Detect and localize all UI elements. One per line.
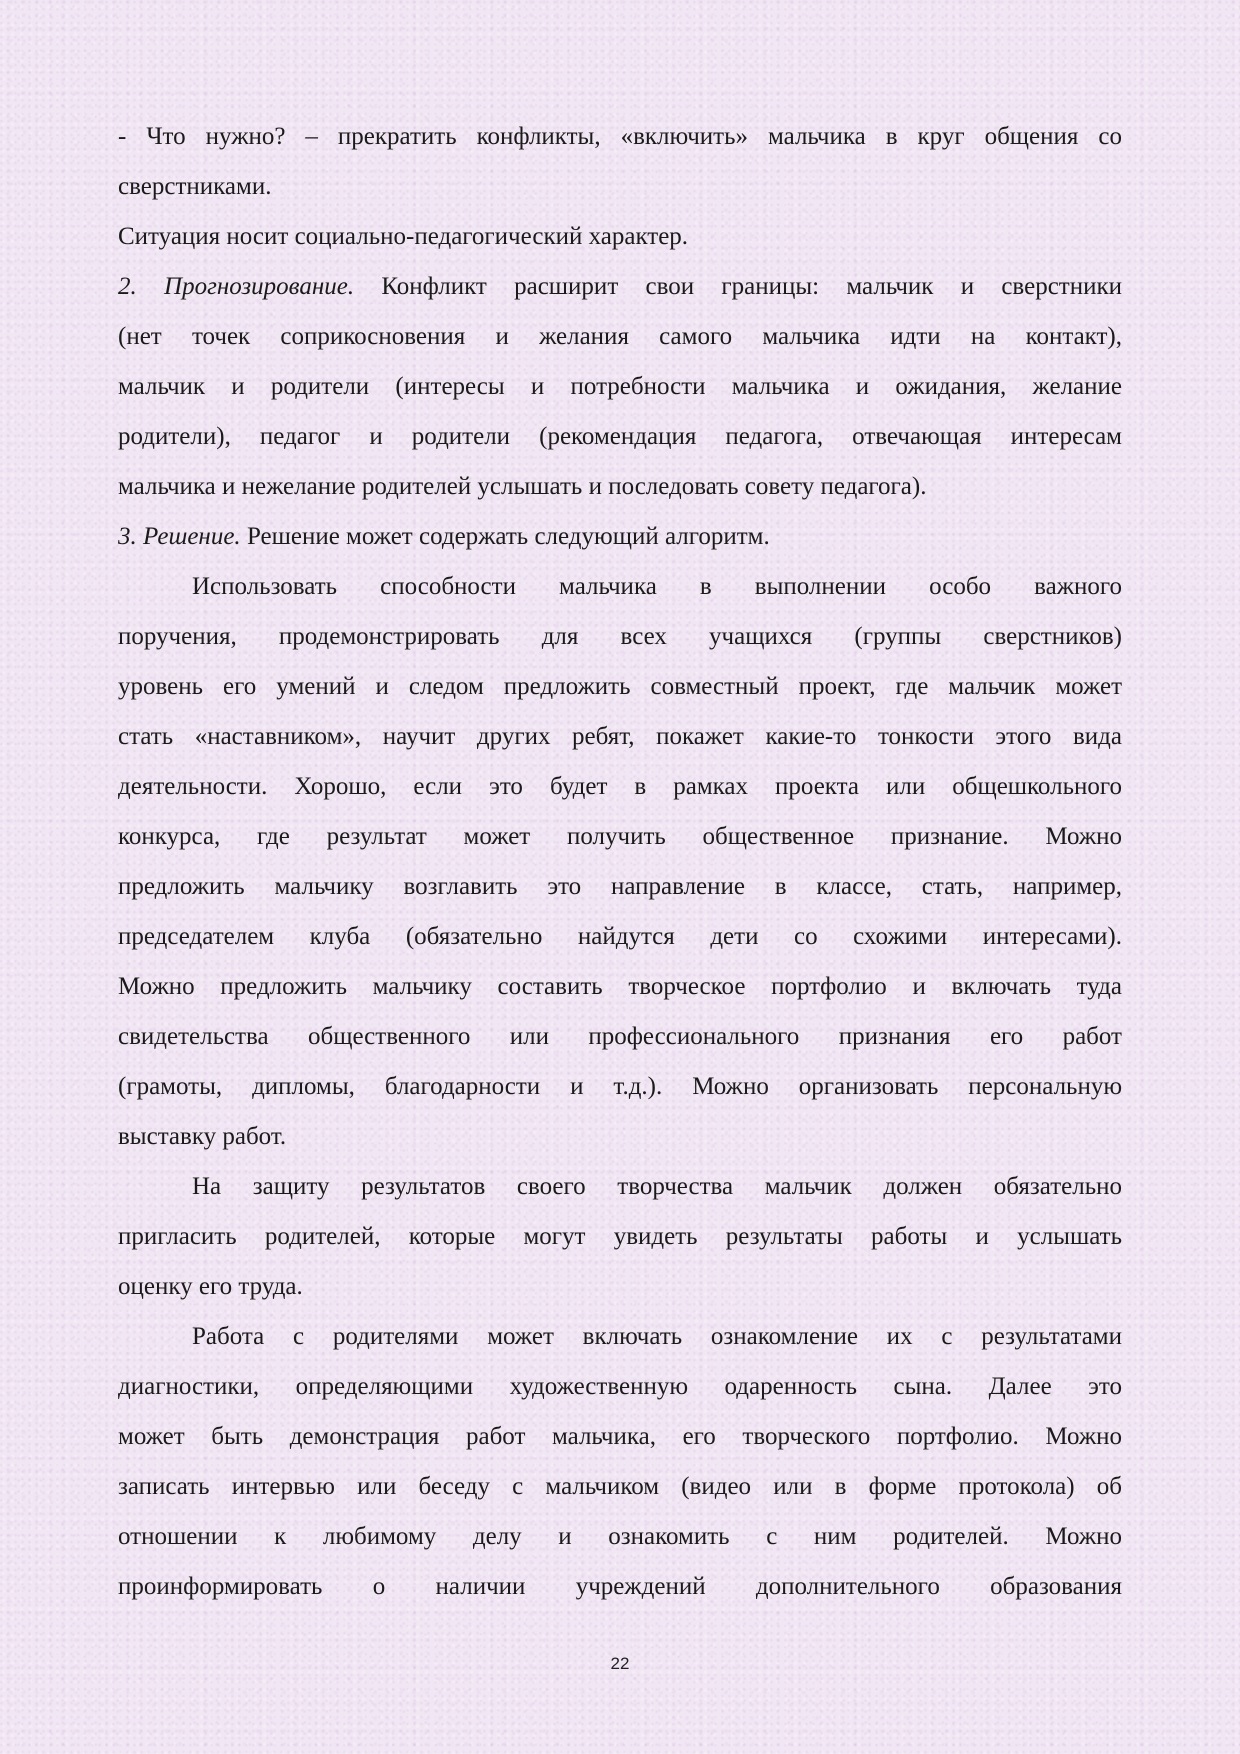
section-heading-italic: 3. Решение. — [118, 523, 241, 550]
text-line — [118, 1412, 1122, 1462]
section-heading-italic: 2. Прогнозирование. — [118, 273, 355, 300]
text-line — [118, 1462, 1122, 1512]
text-line — [118, 1062, 1122, 1112]
text-line — [118, 1262, 1122, 1312]
line-text: Конфликт расширит свои границы: мальчик и сверстники — [354, 273, 1122, 300]
line-text: выставку работ. — [118, 1123, 287, 1150]
line-text: проинформировать о наличии учреждений дополнительного образования — [118, 1573, 1122, 1600]
line-text: Работа с родителями может включать ознакомление их с результатами — [192, 1323, 1122, 1350]
line-text: отношении к любимому делу и ознакомить с ним родителей. Можно — [118, 1523, 1122, 1550]
line-text: пригласить родителей, которые могут увидеть результаты работы и услышать — [118, 1223, 1122, 1250]
text-line — [118, 962, 1122, 1012]
page-number: 22 — [610, 1654, 630, 1673]
line-text: сверстниками. — [118, 173, 272, 200]
line-text: диагностики, определяющими художественную одаренность сына. Далее это — [118, 1373, 1122, 1400]
text-line — [118, 1162, 1122, 1212]
line-text: мальчика и нежелание родителей услышать и последовать совету педагога). — [118, 473, 927, 500]
line-text: Использовать способности мальчика в выполнении особо важного — [192, 573, 1122, 600]
line-text: На защиту результатов своего творчества мальчик должен обязательно — [192, 1173, 1122, 1200]
line-text: деятельности. Хорошо, если это будет в рамках проекта или общешкольного — [118, 773, 1122, 800]
text-line — [118, 1212, 1122, 1262]
line-text: записать интервью или беседу с мальчиком (видео или в форме протокола) об — [118, 1473, 1122, 1500]
text-line — [118, 112, 1122, 162]
line-text: Можно предложить мальчику составить творческое портфолио и включать туда — [118, 973, 1122, 1000]
line-text: предложить мальчику возглавить это направление в классе, стать, например, — [118, 873, 1122, 900]
line-text: родители), педагог и родители (рекомендация педагога, отвечающая интересам — [118, 423, 1122, 450]
text-line — [118, 662, 1122, 712]
line-text: Решение может содержать следующий алгоритм. — [240, 523, 770, 550]
text-line — [118, 1512, 1122, 1562]
text-line — [118, 862, 1122, 912]
text-line — [118, 212, 1122, 262]
text-line — [118, 1012, 1122, 1062]
line-text: мальчик и родители (интересы и потребности мальчика и ожидания, желание — [118, 373, 1122, 400]
line-text: может быть демонстрация работ мальчика, его творческого портфолио. Можно — [118, 1423, 1122, 1450]
line-text: свидетельства общественного или профессионального признания его работ — [118, 1023, 1122, 1050]
line-text: (нет точек соприкосновения и желания самого мальчика идти на контакт), — [118, 323, 1122, 350]
line-text: - Что нужно? – прекратить конфликты, «включить» мальчика в круг общения со — [118, 123, 1122, 150]
text-line — [118, 462, 1122, 512]
text-line — [118, 1362, 1122, 1412]
text-line — [118, 362, 1122, 412]
text-line — [118, 712, 1122, 762]
line-text: оценку его труда. — [118, 1273, 303, 1300]
text-line — [118, 162, 1122, 212]
text-line — [118, 512, 1122, 562]
text-line — [118, 762, 1122, 812]
line-text: уровень его умений и следом предложить совместный проект, где мальчик может — [118, 673, 1122, 700]
text-line — [118, 612, 1122, 662]
text-line — [118, 312, 1122, 362]
text-line — [118, 262, 1122, 312]
text-line — [118, 1562, 1122, 1612]
line-text: (грамоты, дипломы, благодарности и т.д.). Можно организовать персональную — [118, 1073, 1122, 1100]
text-line — [118, 1112, 1122, 1162]
line-text: поручения, продемонстрировать для всех учащихся (группы сверстников) — [118, 623, 1122, 650]
text-line — [118, 912, 1122, 962]
text-line — [118, 812, 1122, 862]
document-body — [118, 112, 1122, 1612]
line-text: конкурса, где результат может получить общественное признание. Можно — [118, 823, 1122, 850]
text-line — [118, 562, 1122, 612]
line-text: стать «наставником», научит других ребят, покажет какие-то тонкости этого вида — [118, 723, 1122, 750]
line-text: Ситуация носит социально-педагогический характер. — [118, 223, 689, 250]
text-line — [118, 1312, 1122, 1362]
text-line — [118, 412, 1122, 462]
line-text: председателем клуба (обязательно найдутся дети со схожими интересами). — [118, 923, 1122, 950]
